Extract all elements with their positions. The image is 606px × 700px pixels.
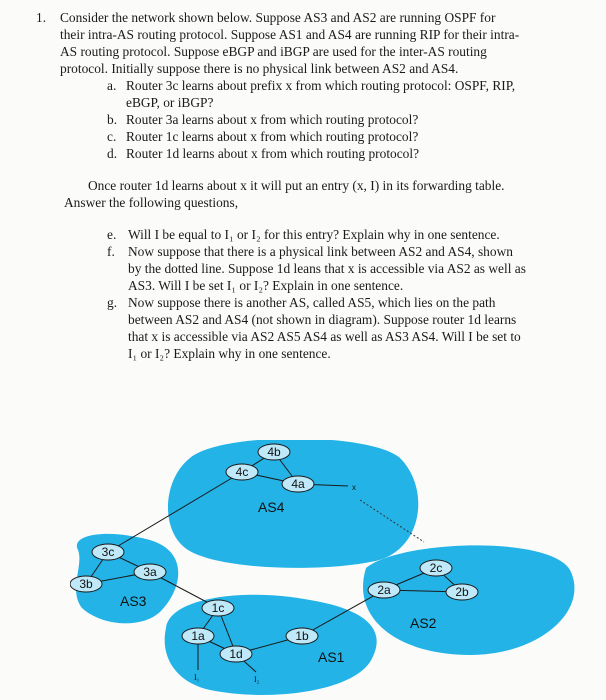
router-label-1d: 1d	[229, 647, 243, 661]
part-text: Now suppose there is another AS, called AS5, which lies on the path	[128, 295, 496, 310]
router-label-4b: 4b	[267, 445, 281, 459]
router-label-1b: 1b	[295, 629, 309, 643]
middle-text: Once router 1d learns about x it will put an entry (x, I) in its forwarding table.	[88, 178, 505, 193]
intro-line: their intra-AS routing protocol. Suppose AS1 and AS4 are running RIP for their intra-	[60, 27, 520, 42]
part-text: Now suppose that there is a physical link between AS2 and AS4, shown	[128, 244, 513, 259]
part-text: Router 1d learns about x from which routing protocol?	[126, 146, 420, 161]
prefix-x-label: x	[352, 483, 356, 492]
as2-label: AS2	[410, 615, 437, 631]
part-text: by the dotted line. Suppose 1d leans that x is accessible via AS2 as well as	[128, 261, 526, 276]
part-letter: a.	[107, 78, 117, 93]
part-text: Router 3c learns about prefix x from which routing protocol: OSPF, RIP,	[126, 78, 516, 93]
router-label-2c: 2c	[429, 561, 443, 575]
as3-label: AS3	[120, 593, 147, 609]
part-text: AS3. Will I be set I₁ or I₂? Explain in one sentence.	[128, 278, 404, 293]
part-text: between AS2 and AS4 (not shown in diagram). Suppose router 1d learns	[128, 312, 517, 327]
router-label-2a: 2a	[377, 583, 391, 597]
as1-label: AS1	[318, 649, 345, 665]
router-label-1a: 1a	[191, 629, 205, 643]
part-text: eBGP, or iBGP?	[126, 95, 214, 110]
router-label-3a: 3a	[143, 565, 157, 579]
as2-region	[363, 545, 574, 655]
router-label-3b: 3b	[79, 577, 93, 591]
router-label-2b: 2b	[455, 585, 469, 599]
router-label-1c: 1c	[211, 601, 225, 615]
part-text: Router 1c learns about x from which routing protocol?	[126, 129, 419, 144]
interface-label-i1: I₁	[194, 673, 200, 682]
part-letter: d.	[107, 146, 118, 161]
intro-line: protocol. Initially suppose there is no physical link between AS2 and AS4.	[60, 61, 459, 76]
part-text: I₁ or I₂? Explain why in one sentence.	[128, 346, 331, 361]
part-letter: f.	[107, 244, 115, 259]
network-diagram	[70, 440, 600, 700]
part-letter: c.	[107, 129, 117, 144]
part-text: Router 3a learns about x from which routing protocol?	[126, 112, 419, 127]
middle-text: Answer the following questions,	[64, 195, 239, 210]
as4-label: AS4	[258, 499, 285, 515]
part-letter: b.	[107, 112, 118, 127]
as4-region	[168, 440, 418, 568]
router-label-3c: 3c	[101, 545, 115, 559]
part-letter: g.	[107, 295, 118, 310]
router-label-4a: 4a	[291, 477, 305, 491]
router-label-4c: 4c	[235, 465, 249, 479]
part-text: Will I be equal to I₁ or I₂ for this entry? Explain why in one sentence.	[128, 227, 500, 242]
interface-label-i2: I₂	[254, 675, 260, 684]
part-letter: e.	[107, 227, 117, 242]
intro-line: AS routing protocol. Suppose eBGP and iBGP are used for the inter-AS routing	[60, 44, 487, 59]
intro-line: Consider the network shown below. Suppose AS3 and AS2 are running OSPF for	[60, 10, 496, 25]
part-text: that x is accessible via AS2 AS5 AS4 as well as AS3 AS4. Will I be set to	[128, 329, 521, 344]
question-number: 1.	[36, 10, 47, 25]
